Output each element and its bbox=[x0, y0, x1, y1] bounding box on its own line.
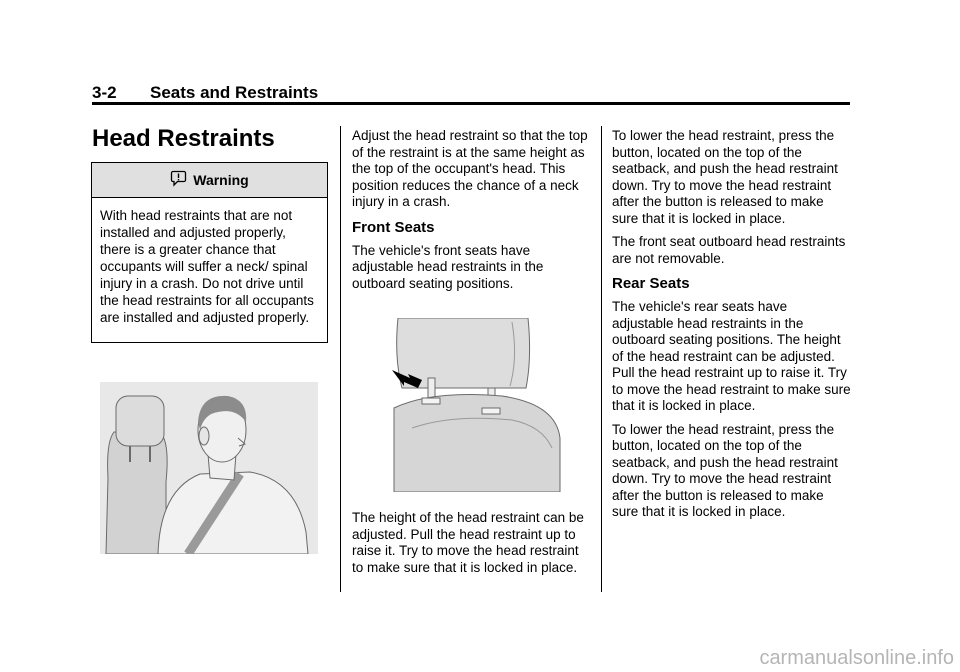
section-number: 3-2 bbox=[92, 83, 117, 102]
not-removable-paragraph: The front seat outboard head restraints are not removable. bbox=[612, 234, 846, 266]
rear-seats-heading: Rear Seats bbox=[612, 275, 690, 292]
intro-paragraph: Adjust the head restraint so that the top of the restraint is at the same height as the top of the occupant's head. This position reduces the chance of a neck injury in a crash. bbox=[352, 128, 588, 209]
rear-seats-paragraph: The vehicle's rear seats have adjustable head restraints in the outboard seating positions. The height of the head restraint can be adjusted. Pull the head restraint up to raise it. Try to move the head restraint to make sure that it is locked in place. bbox=[612, 299, 851, 413]
warning-text: With head restraints that are not installed and adjusted properly, there is a greater chance that occupants will suffer a neck/ spinal injury in a crash. Do not drive until the head restraints for all occupants are installed and adjusted properly. bbox=[100, 208, 314, 325]
rear-lower-restraint-paragraph: To lower the head restraint, press the button, located on the top of the seatback, and push the head restraint down. Try to move the head restraint after the button is released to make sure that it is locked in place. bbox=[612, 421, 838, 519]
column-2 bbox=[352, 128, 592, 299]
header-rule bbox=[92, 102, 850, 105]
watermark: carmanualsonline.info bbox=[759, 647, 954, 669]
front-seats-paragraph: The vehicle's front seats have adjustable head restraints in the outboard seating positions. bbox=[352, 242, 544, 291]
lower-restraint-paragraph: To lower the head restraint, press the button, located on the top of the seatback, and push the head restraint down. Try to move the head restraint after the button is released to make sure that it is locked in place. bbox=[612, 128, 838, 226]
front-seats-height-paragraph: The height of the head restraint can be adjusted. Pull the head restraint up to raise it. Try to move the head restraint to make sure that it is locked in place. bbox=[352, 510, 584, 575]
column-3 bbox=[612, 128, 852, 528]
warning-box bbox=[91, 162, 328, 343]
section-title: Seats and Restraints bbox=[150, 83, 319, 102]
front-seats-heading: Front Seats bbox=[352, 218, 435, 236]
column-2-lower bbox=[352, 510, 592, 583]
occupant-illustration bbox=[100, 382, 318, 554]
page-title: Head Restraints bbox=[92, 125, 275, 152]
column-divider bbox=[340, 126, 341, 592]
warning-icon bbox=[170, 170, 187, 190]
warning-heading: Warning bbox=[193, 172, 249, 188]
column-divider bbox=[601, 126, 602, 592]
running-header bbox=[92, 82, 850, 104]
head-restraint-illustration bbox=[392, 318, 562, 492]
warning-header bbox=[92, 163, 327, 198]
